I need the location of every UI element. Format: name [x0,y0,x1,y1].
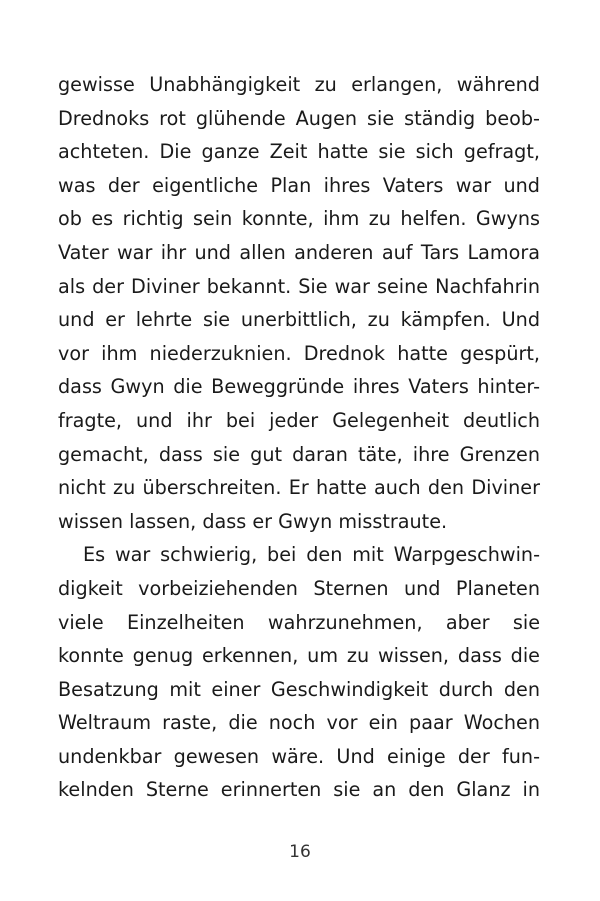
text-line: gemacht, dass sie gut daran täte, ihre Grenzen [58,442,540,466]
text-line: fragte, und ihr bei jeder Gelegenheit deutlich [58,408,540,432]
text-line: wissen lassen, dass er Gwyn misstraute. [58,509,448,533]
page-number: 16 [289,842,311,862]
text-line: Drednoks rot glühende Augen sie ständig beob- [58,106,540,130]
text-line: vor ihm niederzuknien. Drednok hatte gespürt, [58,341,540,365]
text-line: ob es richtig sein konnte, ihm zu helfen. Gwyns [58,207,540,231]
text-line: digkeit vorbeiziehenden Sternen und Planeten [58,576,540,600]
text-line: Besatzung mit einer Geschwindigkeit durch den [58,677,540,701]
text-line: was der eigentliche Plan ihres Vaters war und [58,173,540,197]
text-line: viele Einzelheiten wahrzunehmen, aber sie [58,610,540,634]
text-line: Es war schwierig, bei den mit Warpgeschwin- [83,543,540,567]
text-line: als der Diviner bekannt. Sie war seine Nachfahrin [58,274,540,298]
text-line: Weltraum raste, die noch vor ein paar Wochen [58,711,540,735]
text-line: nicht zu überschreiten. Er hatte auch den Diviner [58,476,540,500]
text-line: kelnden Sterne erinnerten sie an den Glanz in [58,778,540,802]
text-line: dass Gwyn die Beweggründe ihres Vaters hinter- [58,375,540,399]
text-line: konnte genug erkennen, um zu wissen, dass die [58,644,540,668]
body-text [58,68,540,807]
text-line: achteten. Die ganze Zeit hatte sie sich gefragt, [58,140,540,164]
text-line: gewisse Unabhängigkeit zu erlangen, während [58,73,540,96]
text-line: undenkbar gewesen wäre. Und einige der fun- [58,744,540,768]
text-line: und er lehrte sie unerbittlich, zu kämpfen. Und [58,308,540,332]
text-line: Vater war ihr und allen anderen auf Tars Lamora [58,240,540,264]
